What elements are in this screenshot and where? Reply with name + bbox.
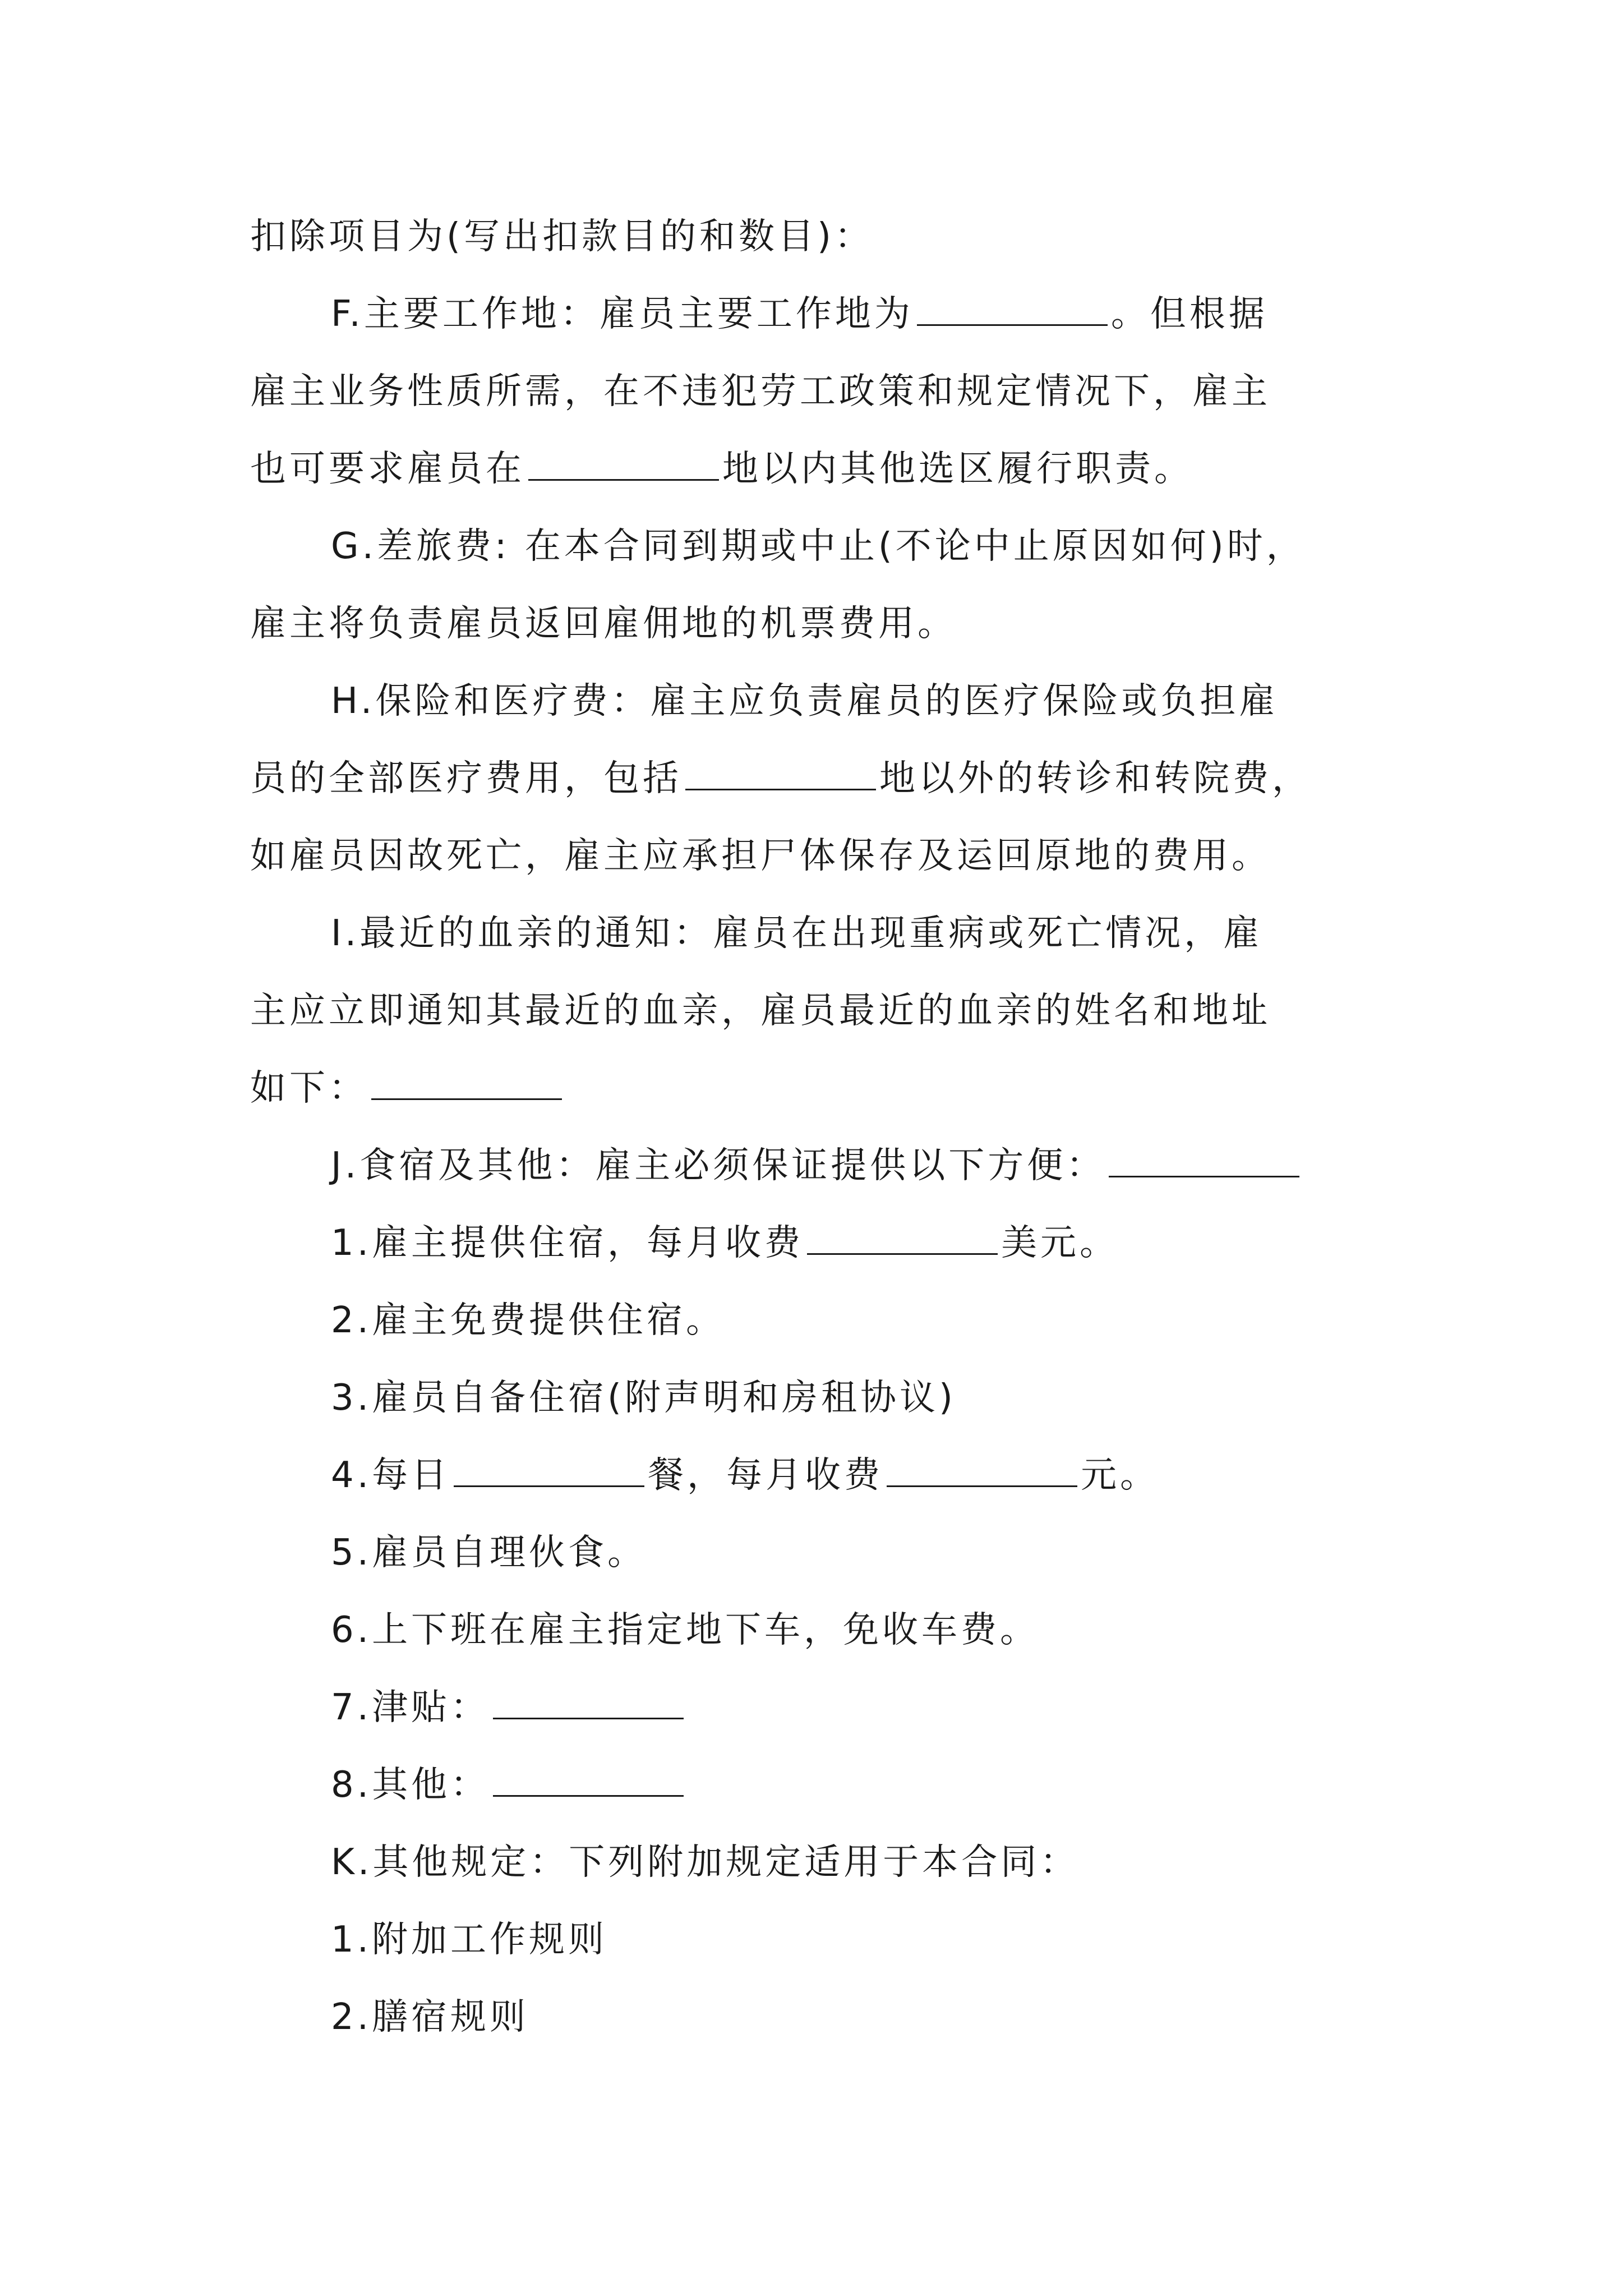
- list-item: [331, 1685, 687, 1730]
- fill-blank-allowance: [493, 1715, 684, 1719]
- text: 元。: [1081, 1455, 1160, 1496]
- text: 雇主业务性质所需，在不违犯劳工政策和规定情况下，雇主: [250, 371, 1271, 412]
- text-line: [250, 447, 1193, 491]
- text: 3.雇员自备住宿(附声明和房租协议): [331, 1377, 956, 1419]
- fill-blank-meal-fee: [887, 1483, 1077, 1487]
- text: 4.每日: [331, 1455, 451, 1496]
- text: I.最近的血亲的通知：雇员在出现重病或死亡情况，雇: [331, 913, 1263, 954]
- text: 员的全部医疗费用，包括: [250, 758, 682, 799]
- text: H.保险和医疗费：雇主应负责雇员的医疗保险或负担雇: [331, 680, 1279, 722]
- text-line: [250, 601, 957, 646]
- text: 1.附加工作规则: [331, 1919, 608, 1961]
- text: 也可要求雇员在: [250, 448, 525, 490]
- list-item: [331, 1995, 529, 2040]
- text: 如下：: [250, 1068, 368, 1109]
- text: 主应立即通知其最近的血亲，雇员最近的血亲的姓名和地址: [250, 990, 1271, 1032]
- fill-blank-other: [493, 1793, 684, 1797]
- text: 扣除项目为(写出扣款目的和数目)：: [250, 216, 874, 257]
- text-line: [250, 988, 1271, 1033]
- fill-blank-area: [528, 477, 719, 481]
- text-line: [250, 1066, 565, 1111]
- text: 地以内其他选区履行职责。: [722, 448, 1193, 490]
- fill-blank-relative-info: [371, 1096, 562, 1100]
- text: 餐，每月收费: [648, 1455, 884, 1496]
- fill-blank-housing-fee: [807, 1251, 998, 1255]
- text: J.食宿及其他：雇主必须保证提供以下方便：: [331, 1145, 1106, 1186]
- fill-blank-facilities: [1109, 1174, 1299, 1177]
- text: 8.其他：: [331, 1764, 490, 1806]
- text-line-clause-g: [331, 524, 1306, 569]
- list-item: [331, 1298, 725, 1343]
- text-line-clause-h: [331, 679, 1278, 724]
- list-item: [331, 1375, 956, 1420]
- list-item: [331, 1917, 607, 1962]
- list-item: [331, 1530, 647, 1575]
- text-line: [250, 369, 1271, 414]
- list-item: [331, 1221, 1119, 1266]
- text: 2.膳宿规则: [331, 1996, 529, 2038]
- text: 7.津贴：: [331, 1687, 490, 1728]
- text-line-clause-i: [331, 911, 1262, 956]
- text: F.主要工作地：雇员主要工作地为: [331, 293, 914, 335]
- text: 地以外的转诊和转院费，: [879, 758, 1311, 799]
- text-line-clause-f: [331, 292, 1268, 337]
- text: K.其他规定：下列附加规定适用于本合同：: [331, 1842, 1080, 1883]
- text: 1.雇主提供住宿，每月收费: [331, 1222, 804, 1264]
- text-line-clause-k: [331, 1840, 1079, 1885]
- text: 6.上下班在雇主指定地下车，免收车费。: [331, 1609, 1040, 1651]
- fill-blank-referral-area: [685, 786, 876, 790]
- fill-blank-work-location: [917, 322, 1108, 326]
- text-line-deduction-items: [250, 214, 874, 259]
- list-item: [331, 1608, 1039, 1653]
- text-line-clause-j: [331, 1143, 1303, 1188]
- text: 如雇员因故死亡，雇主应承担尸体保存及运回原地的费用。: [250, 835, 1271, 877]
- text: G.差旅费: 在本合同到期或中止(不论中止原因如何)时，: [331, 526, 1306, 567]
- text-line: [250, 834, 1271, 878]
- fill-blank-meals: [454, 1483, 644, 1487]
- text: 2.雇主免费提供住宿。: [331, 1300, 726, 1341]
- text: 美元。: [1001, 1222, 1119, 1264]
- list-item: [331, 1763, 687, 1807]
- list-item: [331, 1453, 1159, 1498]
- text: 。但根据: [1110, 293, 1268, 335]
- text: 雇主将负责雇员返回雇佣地的机票费用。: [250, 603, 957, 645]
- text: 5.雇员自理伙食。: [331, 1532, 647, 1573]
- text-line: [250, 756, 1311, 801]
